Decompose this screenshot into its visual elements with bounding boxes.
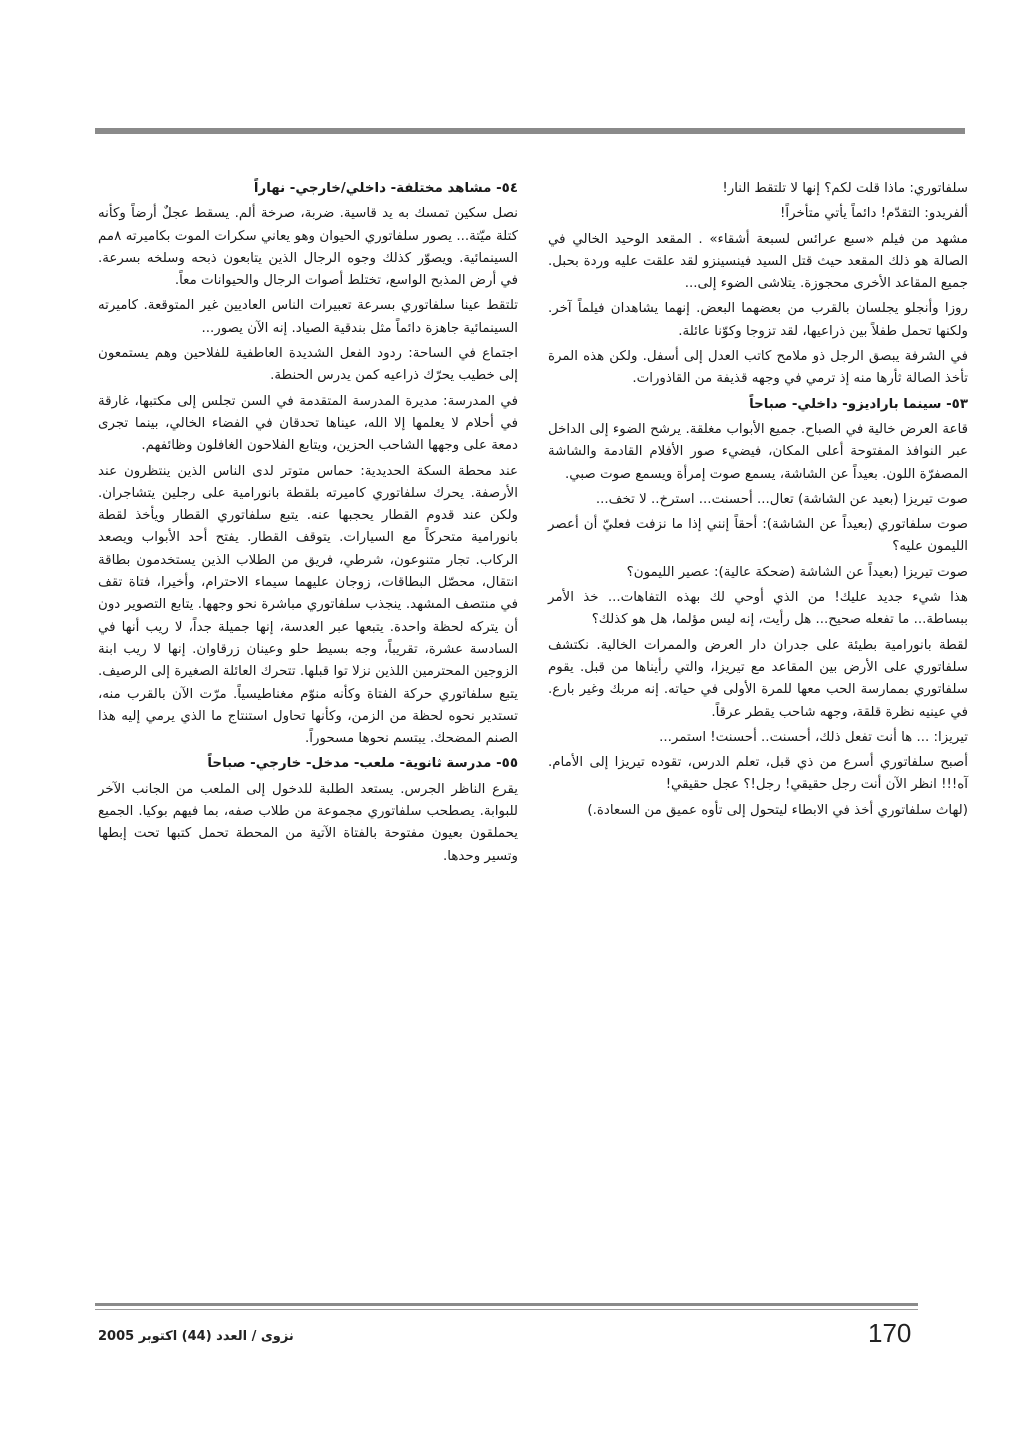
paragraph: تيريزا: ... ها أنت تفعل ذلك، أحسنت.. أحسنت! استمر... bbox=[659, 729, 968, 745]
paragraph: أصبح سلفاتوري أسرع من ذي قبل، تعلم الدرس، تقوده تيريزا إلى الأمام. آه!!! انظر الآن أنت رجل حقيقي! رجل!؟ عجل حقيقي! bbox=[548, 755, 968, 793]
page-number: 170 bbox=[868, 1318, 912, 1348]
paragraph: في المدرسة: مديرة المدرسة المتقدمة في السن تجلس إلى مكتبها، غارقة في أحلام لا يعلمها إلا الله، عيناها تحدقان في الفضاء الخالي، بينما تجرى دمعة على وجهها الشاحب الحزين، ويتابع الفلاحون الغافلون وظائفهم. bbox=[98, 393, 518, 454]
bottom-divider bbox=[95, 1303, 918, 1306]
top-divider bbox=[95, 128, 965, 134]
scene-heading-55: ٥٥- مدرسة ثانوية- ملعب- مدخل- خارجي- صباحاً bbox=[207, 756, 518, 772]
paragraph: مشهد من فيلم «سبع عرائس لسبعة أشقاء» . المقعد الوحيد الخالي في الصالة هو ذلك المقعد حيث قتل السيد فينسينزو لقد علقت عليه وردة بحبل. جميع المقاعد الأخرى محجوزة. يتلاشى الضوء إلى... bbox=[548, 231, 968, 292]
paragraph: (لهاث سلفاتوري أخذ في الابطاء ليتحول إلى تأوه عميق من السعادة.) bbox=[587, 802, 968, 818]
scene-heading-54: ٥٤- مشاهد مختلفة- داخلي/خارجي- نهاراً bbox=[253, 181, 518, 196]
paragraph: قاعة العرض خالية في الصباح. جميع الأبواب مغلقة. يرشح الضوء إلى الداخل عبر النوافذ المفتوحة أعلى المكان، فيضيء صور الأفلام القادمة والشاشة المصفرّة اللون. بعيداً عن الشاشة، يسمع صوت إمرأة ويسمع صوت صبي. bbox=[548, 421, 968, 482]
paragraph: عند محطة السكة الحديدية: حماس متوتر لدى الناس الذين ينتظرون عند الأرصفة. يحرك سلفاتوري كاميرته بلقطة بانورامية على رجلين يتشاجران. ولكن عند قدوم القطار يحجبها عنه. يتبع سلفاتوري القطار ويأخذ لقطة بانورامية متحركاً مع السيارات. يتوقف القطار. يفتح أحد الأبواب ويصعد الركاب. تجار متنوعون، شرطي، فريق من الطلاب الذين يستخدمون بطاقة انتقال، محصّل البطاقات، زوجان عليهما سيماء الاحترام، وأخيرا، فتاة تقف في منتصف المشهد. ينجذب سلفاتوري مباشرة نحو وجهها. يتابع التصوير دون أن يتركه لحظة واحدة. يتبعها عبر العدسة، إنها جميلة جداً، لا ريب أنها في السادسة عشرة، تقريباً، وجه بسيط حلو وعينان زرقاوان. إنها لا ريب ابنة الزوجين المحترمين اللذين نزلا توا قبلها. تتحرك العائلة الصغيرة إلى الرصيف. يتبع سلفاتوري حركة الفتاة وكأنه منوّم مغناطيسياً. مرّت الآن بالقرب منه، تستدير نحوه لحظة من الزمن، وكأنها تحاول استنتاج ما الذي يرمي إليه هذا الصنم المضحك. يبتسم نحوها مسحوراً. bbox=[98, 463, 518, 747]
paragraph: اجتماع في الساحة: ردود الفعل الشديدة العاطفية للفلاحين وهم يستمعون إلى خطيب يحرّك ذراعيه كمن يدرس الحنطة. bbox=[98, 346, 518, 384]
paragraph: لقطة بانورامية بطيئة على جدران دار العرض والممرات الخالية. نكتشف سلفاتوري على الأرض بين المقاعد مع تيريزا، والتي رأيناها من قبل. يقوم سلفاتوري بممارسة الحب معها للمرة الأولى في حياته. إنه مربك وغير بارع. في عينيه نظرة قلقة، وجهه شاحب يقطر عرقاً. bbox=[548, 637, 968, 720]
bottom-divider-thin bbox=[95, 1309, 918, 1310]
paragraph: سلفاتوري: ماذا قلت لكم؟ إنها لا تلتقط النار! bbox=[722, 181, 968, 196]
paragraph: صوت تيريزا (بعيداً عن الشاشة (ضحكة عالية): عصير الليمون؟ bbox=[626, 564, 968, 580]
paragraph: في الشرفة يبصق الرجل ذو ملامح كاتب العدل إلى أسفل. ولكن هذه المرة تأخذ الصالة ثأرها منه إذ ترمي في وجهه قذيفة من القاذورات. bbox=[548, 349, 968, 387]
paragraph: تلتقط عينا سلفاتوري بسرعة تعبيرات الناس العاديين غير المتوقعة. كاميرته السينمائية جاهزة دائماً مثل بندقية الصياد. إنه الآن يصور... bbox=[98, 298, 518, 336]
paragraph: صوت سلفاتوري (بعيداً عن الشاشة): أحقاً إنني إذا ما نزفت فعليّ أن أعصر الليمون عليه؟ bbox=[548, 517, 968, 555]
right-text-column bbox=[548, 178, 968, 825]
paragraph: يقرع الناظر الجرس. يستعد الطلبة للدخول إلى الملعب من الجانب الآخر للبوابة. يصطحب سلفاتوري مجموعة من طلاب صفه، بما فيهم بوكيا. الجميع يحملقون بعيون مفتوحة بالفتاة الآتية من المحطة تحمل كتبها تحت إبطها وتسير وحدها. bbox=[98, 781, 518, 864]
paragraph: صوت تيريزا (بعيد عن الشاشة) تعال... أحسنت... استرخ.. لا تخف... bbox=[595, 491, 968, 507]
paragraph: نصل سكين تمسك به يد قاسية. ضربة، صرخة ألم. يسقط عجلٌ أرضاً وكأنه كتلة ميّتة... يصور سلفاتوري الحيوان وهو يعاني سكرات الموت بكاميرته ٨مم السينمائية. ويصوّر كذلك وجوه الرجال الذين يتابعون ذبحه وسلخه بسرعة. في أرض المذبح الواسع، تختلط أصوات الرجال والحيوانات معاً. bbox=[98, 206, 518, 289]
issue-info: نزوى / العدد (44) اكتوبر 2005 bbox=[98, 1329, 294, 1344]
paragraph: روزا وأنجلو يجلسان بالقرب من بعضهما البعض. إنهما يشاهدان فيلماً آخر. ولكنها تحمل طفلاً بين ذراعيها، لقد تزوجا وكوّنا عائلة. bbox=[548, 301, 968, 339]
paragraph: هذا شيء جديد عليك! من الذي أوحي لك بهذه التفاهات... خذ الأمر ببساطة... ما تفعله صحيح... هل رأيت، إنه ليس مؤلما، هل هو كذلك؟ bbox=[548, 590, 968, 628]
scene-heading-53: ٥٣- سينما باراديزو- داخلي- صباحاً bbox=[749, 396, 968, 412]
paragraph: ألفريدو: التقدّم! دائماً يأتي متأخراً! bbox=[780, 206, 968, 222]
left-text-column bbox=[98, 178, 518, 871]
